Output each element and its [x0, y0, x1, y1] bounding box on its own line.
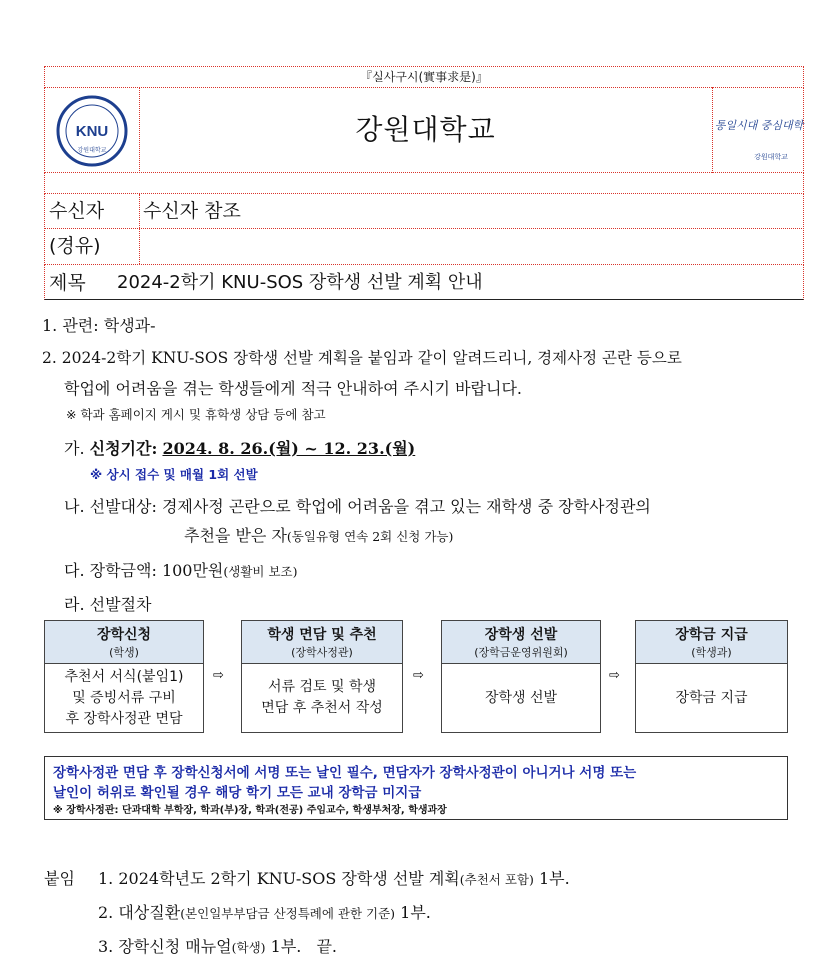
step-4-line: 장학금 지급 [675, 689, 748, 706]
step-4-title: 장학금 지급 [675, 627, 748, 643]
knu-logo-sub: 강원대학교 [77, 147, 107, 154]
item-na-line1: 경제사정 곤란으로 학업에 어려움을 겪고 있는 재학생 중 장학사정관의 [161, 497, 651, 516]
motto: 『실사구시(實事求是)』 [44, 66, 804, 88]
attachment-2 [98, 900, 431, 923]
item-ga-label: 신청기간: [89, 439, 158, 458]
notice-line2: 날인이 허위로 확인될 경우 해당 학기 모든 교내 장학금 미지급 [53, 785, 422, 801]
item-na-label: 나. 선발대상: [64, 497, 157, 516]
item-da [64, 558, 298, 581]
attachment-2-tail: 1부. [400, 903, 431, 922]
step-2-line: 서류 검토 및 학생 [267, 679, 377, 695]
step-2-header [241, 620, 403, 664]
attachment-3-small: (학생) [231, 940, 266, 955]
arrow-icon: ⇨ [413, 668, 424, 683]
slogan-logo-icon [713, 87, 805, 173]
attachment-1-tail: 1부. [538, 869, 570, 888]
via-label: (경유) [49, 235, 101, 257]
attachment-1-small: (추천서 포함) [459, 872, 534, 887]
subject-label: 제목 [49, 272, 86, 294]
attachment-2-small: (본인일부부담금 산정특례에 관한 기준) [180, 906, 396, 921]
header-spacer [44, 172, 804, 194]
item-1: 1. 관련: 학생과- [42, 316, 156, 335]
university-name: 강원대학교 [355, 113, 496, 146]
end-mark: 끝. [316, 937, 338, 956]
slogan-logo [712, 87, 805, 173]
item-na-line2 [184, 523, 453, 546]
arrow-icon: ⇨ [213, 668, 224, 683]
step-1-title: 장학신청 [96, 627, 152, 643]
attachment-3-text: 3. 장학신청 매뉴얼 [98, 937, 232, 956]
via-row [44, 228, 804, 265]
step-1-line: 추천서 서식(붙임1) [64, 668, 184, 685]
slogan-logo-text: 통일시대 중심대학 [714, 119, 804, 132]
step-1-line: 후 장학사정관 면담 [65, 710, 183, 727]
attachment-3-tail: 1부. [270, 937, 302, 956]
item-ga-prefix: 가. [64, 439, 85, 458]
knu-logo-icon [44, 87, 139, 173]
step-2-sub: (장학사정관) [291, 646, 353, 659]
recipient-value: 수신자 참조 [143, 200, 241, 222]
item-na-line2-small: (동일유형 연속 2회 신청 가능) [286, 529, 454, 544]
step-1-line: 및 증빙서류 구비 [72, 689, 176, 706]
step-3-header [441, 620, 601, 664]
step-1-sub: (학생) [109, 646, 139, 659]
item-ra: 라. 선발절차 [64, 595, 152, 614]
step-3-body [441, 663, 601, 733]
subject-value: 2024-2학기 KNU-SOS 장학생 선발 계획 안내 [117, 272, 483, 293]
step-1-body [44, 663, 204, 733]
item-da-value: 100만원 [161, 561, 224, 580]
notice-box [44, 756, 788, 820]
step-4-sub: (학생과) [691, 646, 732, 659]
step-3-title: 장학생 선발 [484, 627, 558, 643]
step-3-line: 장학생 선발 [484, 689, 558, 706]
item-ga [64, 436, 415, 459]
item-ga-note: ※ 상시 접수 및 매월 1회 선발 [90, 467, 258, 482]
note-1: ※ 학과 홈페이지 게시 및 휴학생 상담 등에 참고 [66, 407, 326, 422]
knu-logo-text: KNU [75, 123, 109, 140]
step-3-sub: (장학금운영위원회) [474, 646, 568, 659]
recipient-row [44, 193, 804, 229]
item-da-small: (생활비 보조) [223, 564, 298, 579]
slogan-logo-sub: 강원대학교 [754, 153, 788, 161]
item-2-line2: 학업에 어려움을 겪는 학생들에게 적극 안내하여 주시기 바랍니다. [64, 379, 523, 398]
step-2-body [241, 663, 403, 733]
step-4-header [635, 620, 788, 664]
attachment-2-text: 2. 대상질환 [98, 903, 181, 922]
attachment-3 [98, 934, 337, 957]
step-2-line: 면담 후 추천서 작성 [261, 700, 383, 716]
step-2-title: 학생 면담 및 추천 [267, 627, 377, 643]
item-ga-value: 2024. 8. 26.(월) ~ 12. 23.(월) [162, 439, 416, 458]
attachment-1 [98, 866, 570, 889]
item-da-label: 다. 장학금액: [64, 561, 157, 580]
knu-logo [44, 87, 140, 173]
item-na [64, 494, 651, 517]
attachment-1-text: 1. 2024학년도 2학기 KNU-SOS 장학생 선발 계획 [98, 869, 460, 888]
attachments-label: 붙임 [44, 869, 75, 888]
step-1-header [44, 620, 204, 664]
subject-row [44, 264, 804, 300]
arrow-icon: ⇨ [609, 668, 620, 683]
notice-line3: ※ 장학사정관: 단과대학 부학장, 학과(부)장, 학과(전공) 주임교수, 학생부처장, 학생과장 [53, 805, 447, 816]
step-4-body [635, 663, 788, 733]
notice-line1: 장학사정관 면담 후 장학신청서에 서명 또는 날인 필수, 면담자가 장학사정관이 아니거나 서명 또는 [53, 765, 637, 781]
recipient-label: 수신자 [49, 200, 105, 222]
item-2-line1: 2. 2024-2학기 KNU-SOS 장학생 선발 계획을 붙임과 같이 알려드리니, 경제사정 곤란 등으로 [42, 349, 682, 367]
item-na-line2-text: 추천을 받은 자 [184, 526, 287, 545]
